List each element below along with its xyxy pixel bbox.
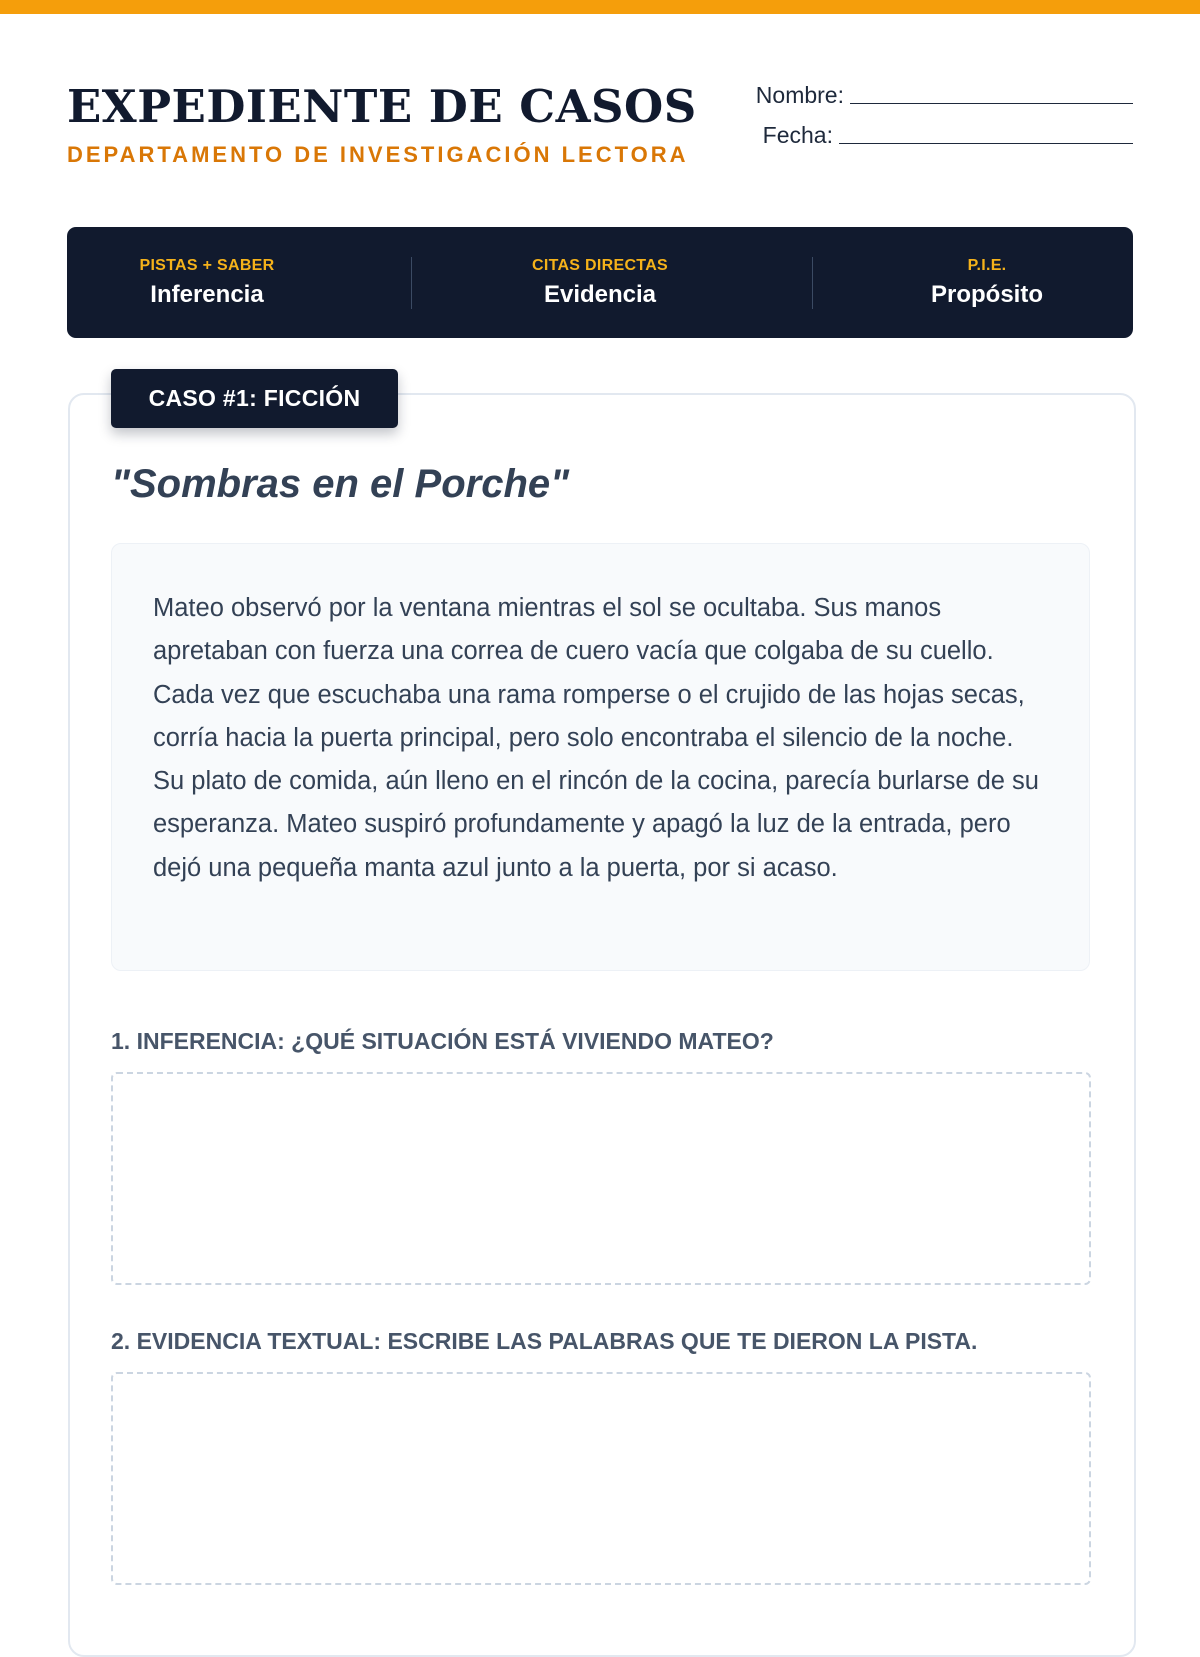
skill-evidencia (500, 227, 700, 338)
answer-box-1[interactable] (111, 1072, 1091, 1285)
skill-divider (812, 257, 813, 309)
top-accent-bar (0, 0, 1200, 14)
date-label: Fecha: (762, 122, 833, 148)
story-title: "Sombras en el Porche" (111, 462, 570, 506)
name-blank-line[interactable] (850, 102, 1133, 104)
case-tab: CASO #1: FICCIÓN (111, 369, 398, 428)
answer-box-2[interactable] (111, 1372, 1091, 1585)
story-passage-box (111, 543, 1090, 971)
name-field[interactable] (756, 82, 1133, 109)
skill-tag: PISTAS + SABER (139, 256, 275, 274)
story-passage: Mateo observó por la ventana mientras el sol se ocultaba. Sus manos apretaban con fuerza una correa de cuero vacía que colgaba de su cuello. Cada vez que escuchaba una rama romperse o el crujido de las hojas secas, corría hacia la puerta principal, pero solo encontraba el silencio de la noche. Su plato de comida, aún lleno en el rincón de la cocina, parecía burlarse de su esperanza. Mateo suspiró profundamente y apagó la luz de la entrada, pero dejó una pequeña manta azul junto a la puerta, por si acaso. (153, 594, 1039, 882)
question-1-label: 1. INFERENCIA: ¿QUÉ SITUACIÓN ESTÁ VIVIENDO MATEO? (111, 1028, 774, 1054)
page-subtitle: DEPARTAMENTO DE INVESTIGACIÓN LECTORA (67, 142, 689, 167)
skill-inferencia (107, 227, 307, 338)
skill-tag: CITAS DIRECTAS (531, 256, 669, 274)
question-2-label: 2. EVIDENCIA TEXTUAL: ESCRIBE LAS PALABRAS QUE TE DIERON LA PISTA. (111, 1328, 978, 1354)
date-field[interactable] (763, 122, 1133, 149)
skill-divider (411, 257, 412, 309)
page-title: EXPEDIENTE DE CASOS (67, 80, 697, 133)
date-blank-line[interactable] (839, 142, 1133, 144)
skill-label: Inferencia (150, 280, 264, 308)
name-label: Nombre: (755, 82, 844, 108)
skills-bar (67, 227, 1133, 338)
skill-label: Propósito (931, 280, 1043, 308)
skill-proposito (887, 227, 1087, 338)
skill-tag: P.I.E. (967, 256, 1007, 274)
skill-label: Evidencia (543, 280, 657, 308)
